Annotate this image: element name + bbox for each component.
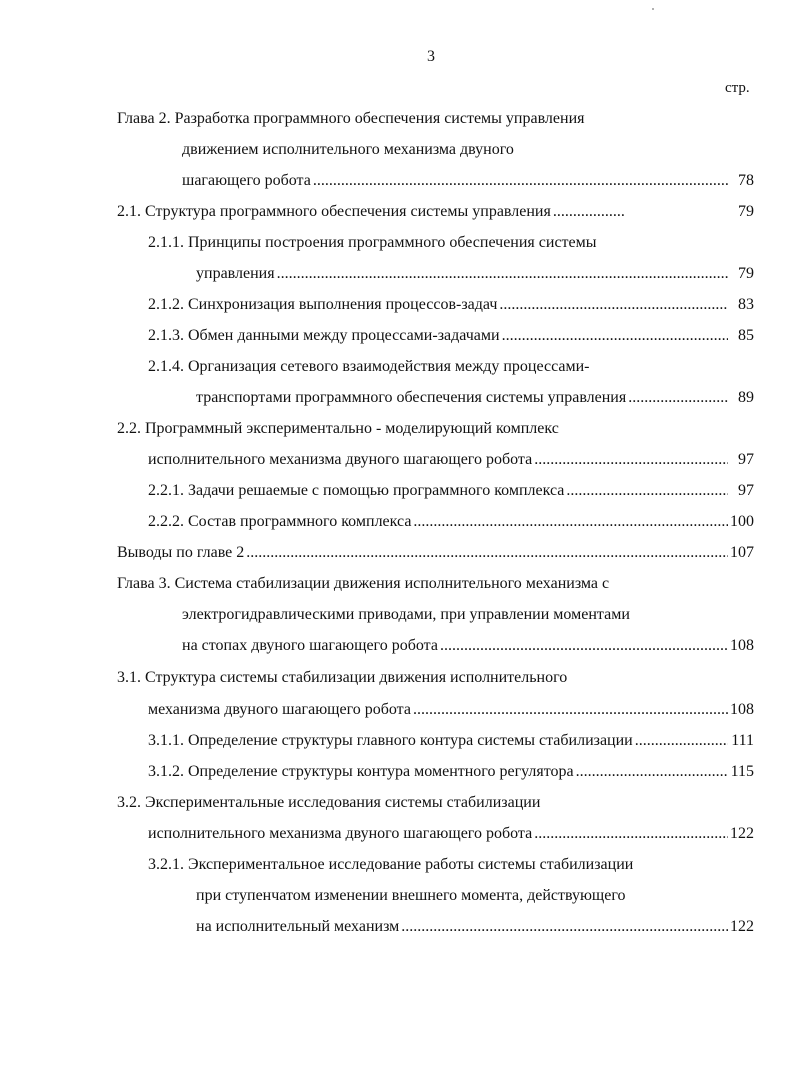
- toc-2-1-1-page: 79: [738, 265, 754, 282]
- toc-2-2-line1: 2.2. Программный экспериментально - моделирующий комплекс: [117, 420, 559, 437]
- dot-leader: [413, 514, 728, 530]
- toc-chapter2-page: 78: [738, 172, 754, 189]
- toc-3-2-line1: 3.2. Экспериментальные исследования системы стабилизации: [117, 794, 541, 811]
- toc-3-1-1-title: 3.1.1. Определение структуры главного контура системы стабилизации: [148, 732, 633, 749]
- toc-entry-2-1-1[interactable]: [196, 266, 754, 282]
- toc-entry-conclusions-2[interactable]: [117, 545, 754, 561]
- dot-leader: [246, 545, 728, 561]
- toc-entry-3-2-1[interactable]: [196, 919, 754, 935]
- dot-leader: [534, 452, 728, 468]
- toc-entry-2-2-1[interactable]: [148, 483, 754, 499]
- toc-2-2-2-page: 100: [730, 513, 754, 530]
- toc-entry-3-1-1[interactable]: [148, 733, 754, 749]
- toc-2-2-1-page: 97: [738, 482, 754, 499]
- toc-chapter3-page: 108: [730, 637, 754, 654]
- toc-3-2-1-line3: на исполнительный механизм: [196, 918, 400, 935]
- toc-entry-3-2[interactable]: [148, 826, 754, 842]
- dot-leader: [413, 702, 728, 718]
- toc-entry-3-1[interactable]: [148, 702, 754, 718]
- toc-entry-2-1[interactable]: [117, 204, 754, 220]
- toc-entry-3-1-2[interactable]: [148, 764, 754, 780]
- page-number: 3: [427, 48, 435, 65]
- toc-2-1-1-line2: управления: [196, 265, 275, 282]
- toc-3-1-page: 108: [730, 701, 754, 718]
- toc-3-2-1-page: 122: [730, 918, 754, 935]
- toc-2-1-4-line2: транспортами программного обеспечения системы управления: [196, 389, 627, 406]
- toc-3-1-line2: механизма двуного шагающего робота: [148, 701, 411, 718]
- toc-entry-chapter2[interactable]: [182, 173, 754, 189]
- toc-2-1-2-title: 2.1.2. Синхронизация выполнения процессов-задач: [148, 296, 498, 313]
- toc-2-1-title: 2.1. Структура программного обеспечения системы управления: [117, 203, 551, 220]
- dot-leader: [534, 826, 728, 842]
- toc-entry-2-1-3[interactable]: [148, 328, 754, 344]
- dot-leader: [628, 390, 728, 406]
- dot-leader: [502, 328, 728, 344]
- toc-2-2-1-title: 2.2.1. Задачи решаемые с помощью программного комплекса: [148, 482, 565, 499]
- toc-entry-chapter3[interactable]: [182, 638, 754, 654]
- toc-2-2-line2: исполнительного механизма двуного шагающего робота: [148, 451, 533, 468]
- toc-chapter2-line1: Глава 2. Разработка программного обеспечения системы управления: [117, 110, 585, 127]
- toc-3-1-1-page: 111: [731, 732, 754, 749]
- toc-chapter3-line3: на стопах двуного шагающего робота: [182, 637, 438, 654]
- toc-2-1-4-page: 89: [738, 389, 754, 406]
- toc-2-1-3-page: 85: [738, 327, 754, 344]
- toc-conclusions-2-page: 107: [730, 544, 754, 561]
- toc-3-2-1-line2: при ступенчатом изменении внешнего момента, действующего: [196, 887, 626, 904]
- toc-3-2-page: 122: [730, 825, 754, 842]
- toc-3-2-line2: исполнительного механизма двуного шагающего робота: [148, 825, 533, 842]
- dot-leader: [499, 297, 728, 313]
- toc-chapter3-line2: электрогидравлическими приводами, при управлении моментами: [182, 606, 630, 623]
- toc-3-2-1-line1: 3.2.1. Экспериментальное исследование работы системы стабилизации: [148, 856, 634, 873]
- dot-leader: [635, 733, 728, 749]
- toc-2-1-3-title: 2.1.3. Обмен данными между процессами-задачами: [148, 327, 500, 344]
- dot-leader: [576, 764, 728, 780]
- toc-2-1-4-line1: 2.1.4. Организация сетевого взаимодействия между процессами-: [148, 358, 590, 375]
- dot-leader: [566, 483, 728, 499]
- dot-leader: [277, 266, 728, 282]
- toc-2-2-page: 97: [738, 451, 754, 468]
- page-column-header: стр.: [725, 80, 750, 96]
- toc-3-1-2-title: 3.1.2. Определение структуры контура моментного регулятора: [148, 763, 574, 780]
- toc-2-1-2-page: 83: [738, 296, 754, 313]
- toc-2-1-page: 79: [738, 203, 754, 220]
- dot-leader: [440, 638, 728, 654]
- dot-leader: [401, 919, 728, 935]
- toc-2-1-1-line1: 2.1.1. Принципы построения программного обеспечения системы: [148, 234, 597, 251]
- toc-chapter2-line2: движением исполнительного механизма двуного: [182, 141, 514, 158]
- toc-entry-2-2-2[interactable]: [148, 514, 754, 530]
- dot-leader: [553, 204, 625, 220]
- toc-chapter2-line3: шагающего робота: [182, 172, 311, 189]
- toc-conclusions-2-title: Выводы по главе 2: [117, 544, 245, 561]
- toc-entry-2-1-4[interactable]: [196, 390, 754, 406]
- scan-speck: [652, 8, 654, 10]
- dot-leader: [313, 173, 728, 189]
- toc-3-1-line1: 3.1. Структура системы стабилизации движения исполнительного: [117, 669, 568, 686]
- toc-chapter3-line1: Глава 3. Система стабилизации движения исполнительного механизма с: [117, 575, 610, 592]
- toc-entry-2-1-2[interactable]: [148, 297, 754, 313]
- toc-2-2-2-title: 2.2.2. Состав программного комплекса: [148, 513, 412, 530]
- toc-entry-2-2[interactable]: [148, 452, 754, 468]
- toc-3-1-2-page: 115: [730, 763, 754, 780]
